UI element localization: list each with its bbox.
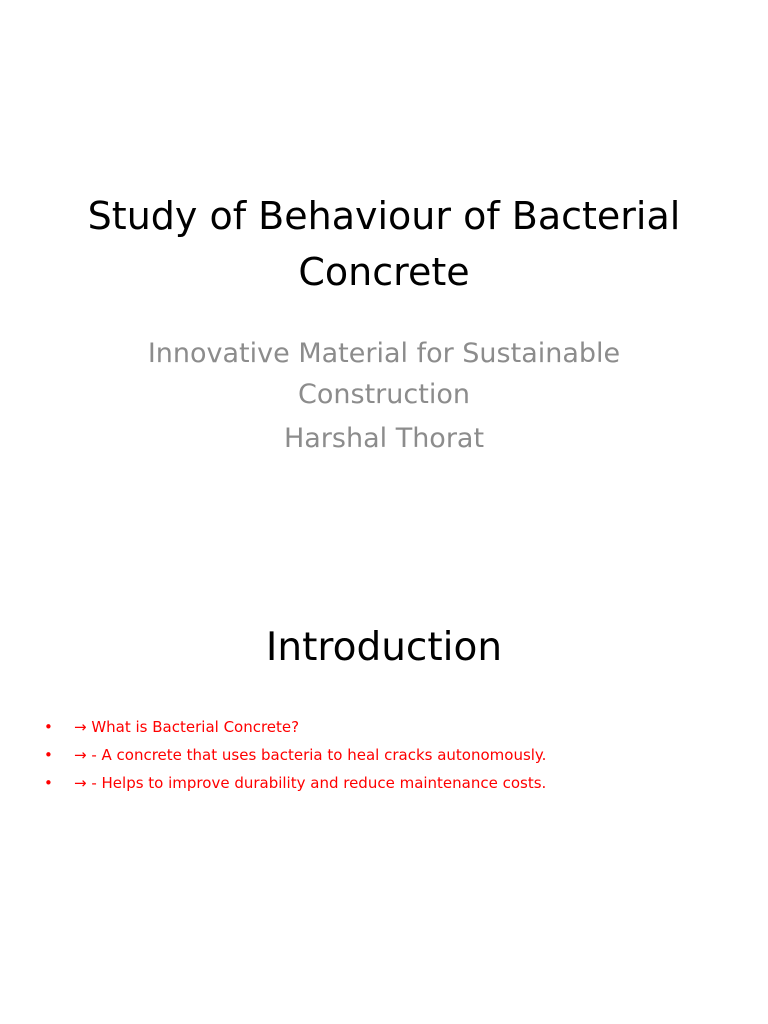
introduction-slide <box>0 576 768 1024</box>
bullet-text: → - Helps to improve durability and reduce maintenance costs. <box>74 774 547 792</box>
bullet-text: → - A concrete that uses bacteria to heal cracks autonomously. <box>74 746 547 764</box>
bullet-text: → What is Bacterial Concrete? <box>74 718 300 736</box>
bullet-icon: • <box>44 745 53 764</box>
bullet-list <box>44 713 734 797</box>
bullet-icon: • <box>44 773 53 792</box>
list-item <box>44 741 734 769</box>
list-item <box>44 769 734 797</box>
author-name: Harshal Thorat <box>283 423 485 454</box>
slide-title: Introduction <box>265 625 503 670</box>
slide-title: Study of Behaviour of Bacterial Concrete <box>87 194 681 294</box>
list-item <box>44 713 734 741</box>
bullet-icon: • <box>44 717 53 736</box>
slide-subtitle: Innovative Material for Sustainable Construction <box>147 338 621 410</box>
subtitle-block <box>100 333 668 458</box>
